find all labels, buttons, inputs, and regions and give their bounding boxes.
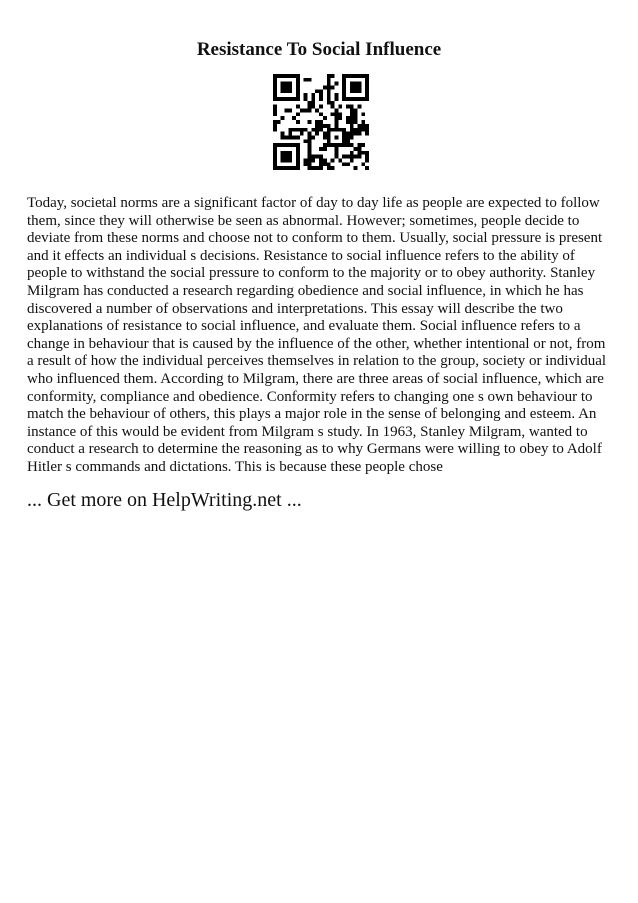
- get-more-link[interactable]: ... Get more on HelpWriting.net ...: [27, 489, 302, 511]
- document-body-text: Today, societal norms are a significant factor of day to day life as people are expected to follow them, since they will otherwise be seen as abnormal. However; sometimes, people decide to deviate from these norms and choose not to conform to them. Usually, social pressure is present and it effects an individual s decisions. Resistance to social influence refers to the ability of people to withstand the social pressure to conform to the majority or to obey authority. Stanley Milgram has conducted a research regarding obedience and social influence, in which he has discovered a number of observations and interpretations. This essay will describe the two explanations of resistance to social influence, and evaluate them. Social influence refers to a change in behaviour that is caused by the influence of the other, whether intentional or not, from a result of how the individual perceives themselves in relation to the group, society or individual who influenced them. According to Milgram, there are three areas of social influence, which are conformity, compliance and obedience. Conformity refers to changing one s own behaviour to match the behaviour of others, this plays a major role in the sense of belonging and esteem. An instance of this would be evident from Milgram s study. In 1963, Stanley Milgram, wanted to conduct a research to determine the reasoning as to why Germans were willing to obey to Adolf Hitler s commands and dictations. This is because these people chose: [27, 195, 607, 475]
- qr-code-icon: [273, 74, 369, 170]
- document-title: Resistance To Social Influence: [196, 39, 442, 60]
